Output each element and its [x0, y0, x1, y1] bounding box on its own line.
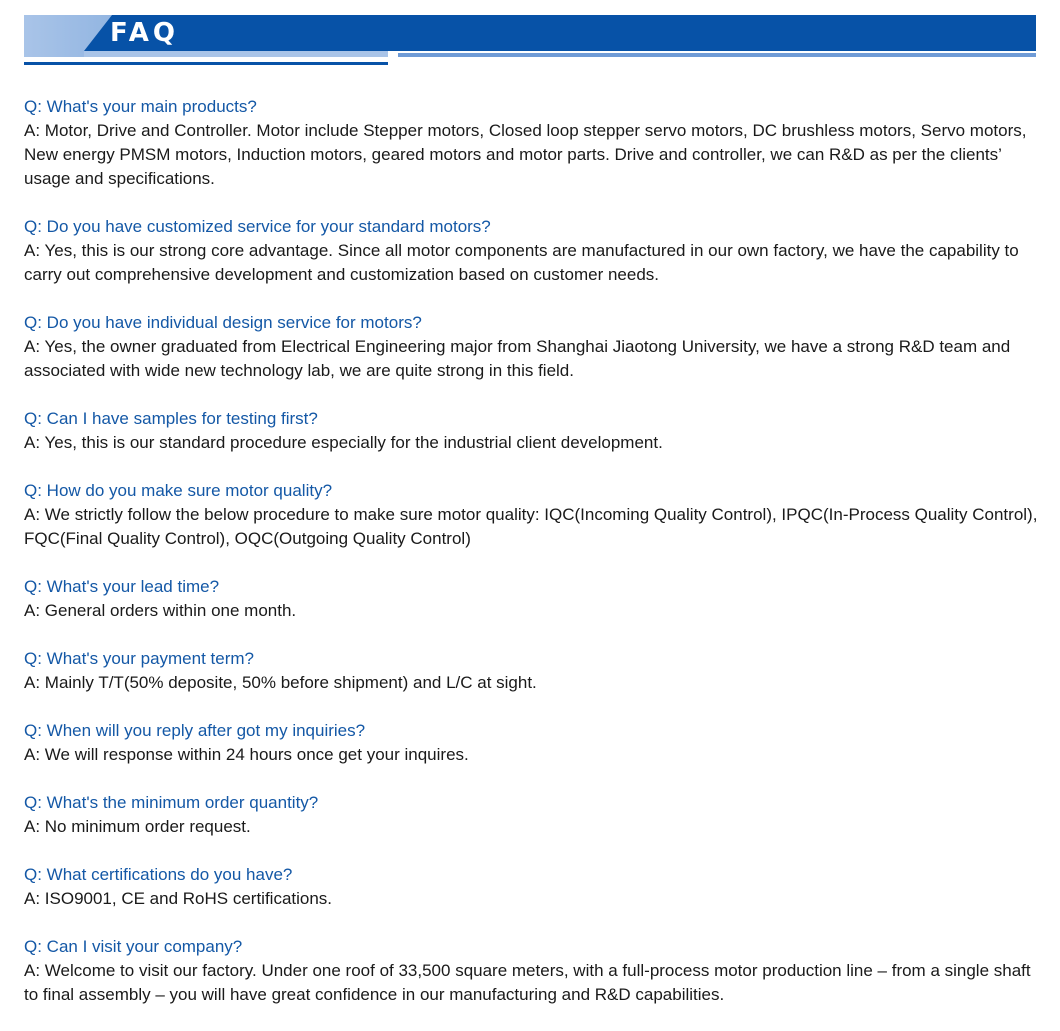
faq-question: Q: Can I visit your company?: [24, 937, 243, 956]
faq-answer: A: Yes, this is our strong core advantage. Since all motor components are manufactured in our own factory, we have the capability to carry out comprehensive development and customization based on customer needs.: [24, 241, 1019, 284]
faq-item-visit-company: [24, 935, 1040, 1007]
faq-question: Q: When will you reply after got my inquiries?: [24, 721, 366, 740]
faq-item-lead-time: [24, 575, 1040, 623]
faq-answer: A: Motor, Drive and Controller. Motor include Stepper motors, Closed loop stepper servo motors, DC brushless motors, Servo motors, New energy PMSM motors, Induction motors, geared motors and motor parts. Drive and controller, we can R&D as per the clients’ usage and specifications.: [24, 121, 1027, 188]
faq-item-certifications: [24, 863, 1040, 911]
faq-answer: A: ISO9001, CE and RoHS certifications.: [24, 889, 333, 908]
faq-question: Q: How do you make sure motor quality?: [24, 481, 333, 500]
banner-dark-block: [84, 15, 1036, 51]
faq-item-payment-term: [24, 647, 1040, 695]
faq-answer: A: Yes, this is our standard procedure especially for the industrial client development.: [24, 433, 663, 452]
faq-answer: A: We strictly follow the below procedure to make sure motor quality: IQC(Incoming Quality Control), IPQC(In-Process Quality Control), FQC(Final Quality Control), OQC(Outgoing Quality Control): [24, 505, 1038, 548]
banner-accent-line: [398, 53, 1036, 57]
faq-item-reply-time: [24, 719, 1040, 767]
faq-answer: A: Yes, the owner graduated from Electrical Engineering major from Shanghai Jiaotong University, we have a strong R&D team and associated with wide new technology lab, we are quite strong in this field.: [24, 337, 1011, 380]
faq-answer: A: General orders within one month.: [24, 601, 297, 620]
faq-item-design-service: [24, 311, 1040, 383]
faq-item-quality: [24, 479, 1040, 551]
faq-question: Q: Do you have customized service for your standard motors?: [24, 217, 491, 236]
banner-accent-bar: [84, 51, 388, 57]
page-title: FAQ: [110, 18, 180, 48]
faq-answer: A: Welcome to visit our factory. Under one roof of 33,500 square meters, with a full-process motor production line – from a single shaft to final assembly – you will have great confidence in our manufacturing and R&D capabilities.: [24, 961, 1031, 1004]
faq-question: Q: What's your lead time?: [24, 577, 220, 596]
faq-item-main-products: [24, 95, 1040, 191]
banner-rule: [24, 62, 388, 65]
faq-item-customized-service: [24, 215, 1040, 287]
faq-question: Q: What's your payment term?: [24, 649, 254, 668]
faq-list: [24, 95, 1040, 1031]
faq-item-samples: [24, 407, 1040, 455]
faq-header-banner: [0, 0, 1060, 72]
faq-question: Q: What's your main products?: [24, 97, 257, 116]
faq-question: Q: What certifications do you have?: [24, 865, 293, 884]
faq-question: Q: Can I have samples for testing first?: [24, 409, 318, 428]
faq-question: Q: What's the minimum order quantity?: [24, 793, 319, 812]
faq-answer: A: We will response within 24 hours once get your inquires.: [24, 745, 469, 764]
faq-question: Q: Do you have individual design service for motors?: [24, 313, 422, 332]
faq-answer: A: No minimum order request.: [24, 817, 251, 836]
faq-answer: A: Mainly T/T(50% deposite, 50% before shipment) and L/C at sight.: [24, 673, 537, 692]
faq-item-minimum-order: [24, 791, 1040, 839]
